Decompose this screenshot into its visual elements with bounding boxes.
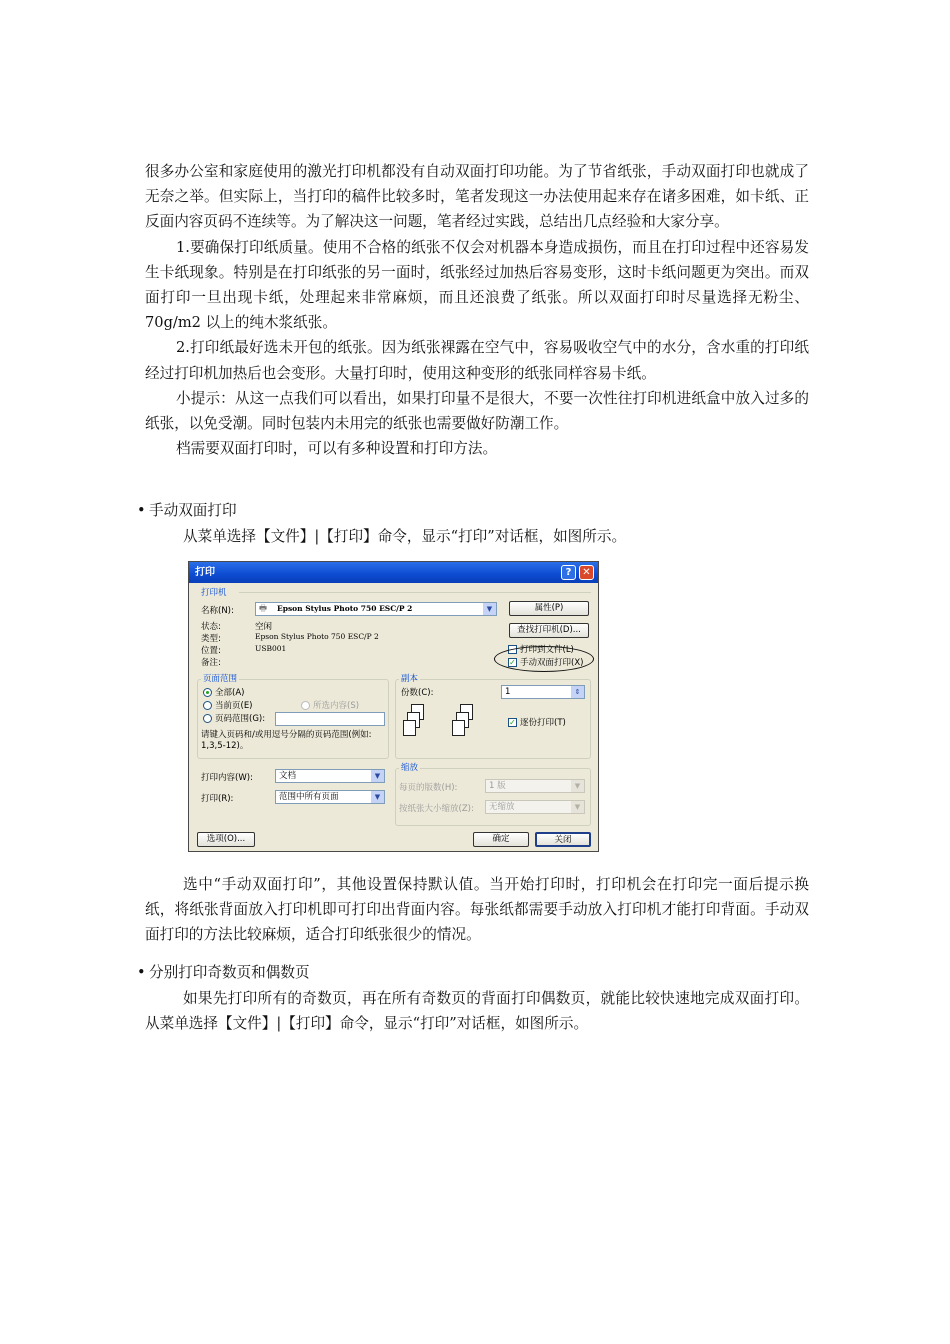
ok-button[interactable]: 确定 <box>473 832 529 847</box>
properties-button[interactable]: 属性(P) <box>509 601 589 616</box>
chevron-down-icon: ▼ <box>571 801 584 813</box>
zoom-frame <box>395 768 591 826</box>
print-label: 打印(R): <box>201 794 234 804</box>
selection-radio[interactable] <box>301 701 310 710</box>
copies-input[interactable]: 1 ⇕ <box>501 685 585 699</box>
close-icon[interactable]: ✕ <box>579 565 594 580</box>
page-range-group-title: 页面范围 <box>203 674 238 684</box>
page-icon <box>452 720 465 736</box>
type-value: Epson Stylus Photo 750 ESC/P 2 <box>255 632 379 641</box>
close-button[interactable]: 关闭 <box>535 832 591 847</box>
page-numbers-input[interactable] <box>275 712 385 726</box>
zoom-group-title: 缩放 <box>401 763 419 773</box>
intro-paragraph-2: 1.要确保打印纸质量。使用不合格的纸张不仅会对机器本身造成损伤，而且在打印过程中还容易发生卡纸现象。特别是在打印纸张的另一面时，纸张经过加热后容易变形，这时卡纸问题更为突出。而双面打印一旦出现卡纸，处理起来非常麻烦，而且还浪费了纸张。所以双面打印时尽量选择无粉尘、70g/m2 以上的纯木浆纸张。 <box>145 238 809 332</box>
bullet-icon: • <box>137 502 146 519</box>
page-numbers-radio[interactable] <box>203 714 212 723</box>
type-label: 类型: <box>201 634 221 644</box>
page-numbers-label: 页码范围(G): <box>215 714 266 724</box>
pages-per-sheet-select[interactable]: 1 版 ▼ <box>485 779 585 793</box>
print-what-label: 打印内容(W): <box>201 773 253 783</box>
dialog-title: 打印 <box>195 567 215 578</box>
section-heading-text: 手动双面打印 <box>149 502 237 519</box>
chevron-down-icon: ▼ <box>371 770 384 782</box>
intro-paragraph-3: 2.打印纸最好选未开包的纸张。因为纸张裸露在空气中，容易吸收空气中的水分，含水重的打印纸经过打印机加热后也会变形。大量打印时，使用这种变形的纸张同样容易卡纸。 <box>145 339 809 382</box>
section-heading-odd-even <box>137 962 310 984</box>
section1-paragraph-1: 从菜单选择【文件】|【打印】命令，显示“打印”对话框，如图所示。 <box>183 528 627 545</box>
intro-paragraph-5: 档需要双面打印时，可以有多种设置和打印方法。 <box>176 440 498 458</box>
selection-label: 所选内容(S) <box>313 701 360 711</box>
printer-group-title: 打印机 <box>201 588 227 598</box>
help-button[interactable]: ? <box>561 565 576 580</box>
chevron-down-icon: ▼ <box>571 780 584 792</box>
chevron-down-icon: ▼ <box>371 791 384 803</box>
section2-body <box>145 986 809 1036</box>
group-divider <box>239 592 591 593</box>
section1-body <box>145 872 809 948</box>
print-select[interactable]: 范围中所有页面 ▼ <box>275 790 385 804</box>
tip-paragraph: 小提示：从这一点我们可以看出，如果打印量不是很大，不要一次性往打印机进纸盒中放入过多的纸张，以免受潮。同时包装内未用完的纸张也需要做好防潮工作。 <box>145 389 809 433</box>
options-button[interactable]: 选项(O)... <box>197 832 255 847</box>
all-pages-radio[interactable] <box>203 688 212 697</box>
printer-icon: 🖶 <box>259 604 268 614</box>
find-printer-button[interactable]: 查找打印机(D)... <box>509 623 589 638</box>
name-label: 名称(N): <box>201 606 234 616</box>
page-icon <box>403 720 416 736</box>
copies-group-title: 副本 <box>401 674 419 684</box>
printer-name-select[interactable]: 🖶 Epson Stylus Photo 750 ESC/P 2 ▼ <box>255 602 497 616</box>
spinner-icon[interactable]: ⇕ <box>571 686 584 698</box>
manual-duplex-label: 手动双面打印(X) <box>520 658 584 668</box>
current-page-radio[interactable] <box>203 701 212 710</box>
current-page-label: 当前页(E) <box>215 701 253 711</box>
where-label: 位置: <box>201 646 221 656</box>
section1-intro <box>145 524 809 549</box>
all-pages-label: 全部(A) <box>215 688 245 698</box>
where-value: USB001 <box>255 644 287 653</box>
copies-label: 份数(C): <box>401 688 434 698</box>
intro-paragraph-1: 很多办公室和家庭使用的激光打印机都没有自动双面打印功能。为了节省纸张，手动双面打印也就成了无奈之举。但实际上，当打印的稿件比较多时，笔者发现这一办法使用起来存在诸多困难，如卡纸、正反面内容页码不连续等。为了解决这一问题，笔者经过实践，总结出几点经验和大家分享。 <box>145 163 809 231</box>
print-what-select[interactable]: 文档 ▼ <box>275 769 385 783</box>
comment-label: 备注: <box>201 658 221 668</box>
status-label: 状态: <box>201 622 221 632</box>
intro-section <box>145 159 809 461</box>
section-heading-manual-duplex <box>137 500 237 522</box>
chevron-down-icon: ▼ <box>483 603 496 615</box>
bullet-icon: • <box>137 964 146 981</box>
highlight-oval <box>494 646 594 672</box>
scale-select[interactable]: 无缩放 ▼ <box>485 800 585 814</box>
status-value: 空闲 <box>255 622 273 632</box>
collate-checkbox[interactable]: ✓ <box>509 718 516 727</box>
section-heading-text: 分别打印奇数页和偶数页 <box>149 964 310 981</box>
scale-label: 按纸张大小缩放(Z): <box>399 804 474 814</box>
pages-per-sheet-label: 每页的版数(H): <box>399 783 458 793</box>
manual-duplex-checkbox[interactable]: ✓ <box>509 658 516 667</box>
section2-paragraph-1: 如果先打印所有的奇数页，再在所有奇数页的背面打印偶数页，就能比较快速地完成双面打印。 从菜单选择【文件】|【打印】命令，显示“打印”对话框，如图所示。 <box>145 990 809 1033</box>
section1-paragraph-2: 选中“手动双面打印”，其他设置保持默认值。当开始打印时，打印机会在打印完一面后提示换纸，将纸张背面放入打印机即可打印出背面内容。每张纸都需要手动放入打印机才能打印背面。手动双面打印的方法比较麻烦，适合打印纸张很少的情况。 <box>145 876 809 944</box>
print-to-file-label: 打印到文件(L) <box>520 645 574 655</box>
print-dialog-screenshot <box>188 561 599 852</box>
page-range-hint: 请键入页码和/或用逗号分隔的页码范围(例如: 1,3,5-12)。 <box>201 730 372 751</box>
dialog-titlebar <box>189 562 598 583</box>
collate-label: 逐份打印(T) <box>520 718 566 728</box>
